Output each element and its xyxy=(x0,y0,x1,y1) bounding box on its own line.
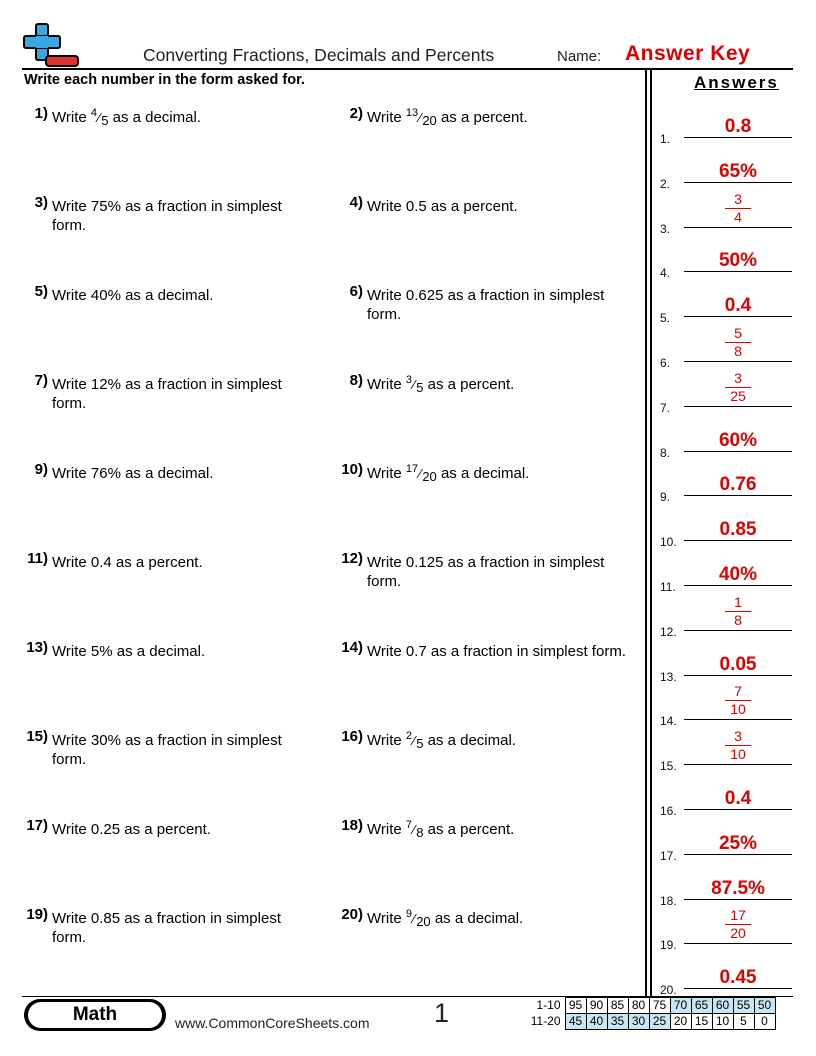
answer-item xyxy=(660,593,792,639)
fraction-slash: ⁄ xyxy=(419,110,422,125)
question-text xyxy=(367,197,635,216)
answer-fraction-denominator: 20 xyxy=(730,925,746,942)
score-cell: 90 xyxy=(586,998,607,1014)
answer-fraction xyxy=(684,370,792,405)
question-text xyxy=(52,820,314,839)
question-number: 12) xyxy=(341,550,363,567)
score-cell: 85 xyxy=(607,998,628,1014)
score-cell: 50 xyxy=(754,998,775,1014)
score-cell: 55 xyxy=(733,998,754,1014)
score-row xyxy=(527,998,775,1014)
answer-key-label: Answer Key xyxy=(625,42,751,65)
fraction-denominator: 20 xyxy=(416,914,431,929)
question-text-lead: Write xyxy=(367,376,406,393)
score-cell: 30 xyxy=(628,1014,649,1030)
fraction-slash: ⁄ xyxy=(98,110,101,125)
answer-fraction-numerator: 3 xyxy=(734,369,742,386)
question-text xyxy=(367,642,635,661)
answers-heading: Answers xyxy=(694,73,779,92)
question-text-tail: as a percent. xyxy=(436,109,528,126)
fraction-numerator: 7 xyxy=(405,819,413,831)
score-row-label: 1-10 xyxy=(536,998,561,1012)
question-text-lead: Write 30% as a fraction in simplest form. xyxy=(52,732,282,768)
answer-fraction-denominator: 4 xyxy=(734,208,742,225)
page-number: 1 xyxy=(434,998,450,1028)
answer-fraction xyxy=(684,594,792,629)
score-cell: 80 xyxy=(628,998,649,1014)
question-text-lead: Write 0.85 as a fraction in simplest form. xyxy=(52,910,281,946)
question-text xyxy=(367,108,635,127)
answer-label: 15. xyxy=(660,759,677,774)
answer-item xyxy=(660,788,792,818)
question-text-lead: Write xyxy=(52,109,91,126)
answer-line xyxy=(684,943,792,944)
instructions: Write each number in the form asked for. xyxy=(24,72,305,88)
answer-label: 17. xyxy=(660,848,677,863)
answer-item xyxy=(660,295,792,326)
answer-fraction xyxy=(684,728,792,763)
answer-fraction-numerator: 17 xyxy=(730,907,746,924)
question-number: 8) xyxy=(349,372,363,389)
fraction-numerator: 3 xyxy=(405,374,413,386)
question-number: 3) xyxy=(34,194,48,211)
question-text xyxy=(367,286,635,324)
answer-label: 12. xyxy=(660,624,677,639)
score-row-label: 11-20 xyxy=(530,1014,561,1028)
answer-value: 50% xyxy=(718,250,758,272)
answer-value: 25% xyxy=(718,832,758,854)
question-number: 13) xyxy=(26,639,48,656)
question-number: 9) xyxy=(34,461,48,478)
question-text-lead: Write 0.625 as a fraction in simplest form. xyxy=(367,287,605,323)
score-cell: 25 xyxy=(649,1014,670,1030)
answer-item xyxy=(660,728,792,774)
question-number: 1) xyxy=(34,105,48,122)
question-text-lead: Write xyxy=(367,910,406,927)
question-number: 20) xyxy=(341,906,363,923)
answer-item xyxy=(660,116,792,146)
question-text xyxy=(367,731,635,750)
math-logo-icon xyxy=(22,22,80,68)
score-cell: 45 xyxy=(565,1014,586,1030)
answer-label: 11. xyxy=(660,580,676,594)
answer-fraction-denominator: 8 xyxy=(734,611,742,628)
question-text-tail: as a decimal. xyxy=(436,465,530,482)
subject-badge xyxy=(24,999,166,1031)
answer-label: 2. xyxy=(660,176,671,191)
answer-value: 0.45 xyxy=(719,967,757,989)
question-number: 14) xyxy=(341,639,363,656)
answer-label: 9. xyxy=(660,490,671,505)
answer-label: 10. xyxy=(660,535,677,550)
answer-value: 0.4 xyxy=(724,295,752,317)
question-number: 18) xyxy=(341,817,363,834)
fraction-numerator: 17 xyxy=(405,463,419,475)
answer-fraction xyxy=(684,191,792,226)
question-text-tail: as a decimal. xyxy=(430,910,524,927)
answer-item xyxy=(660,325,792,370)
answer-line xyxy=(684,451,792,452)
answer-line xyxy=(684,630,792,631)
question-text-lead: Write 5% as a decimal. xyxy=(52,643,206,660)
question-text-lead: Write 0.7 as a fraction in simplest form. xyxy=(367,643,626,660)
question-number: 19) xyxy=(26,906,48,923)
fraction-numerator: 4 xyxy=(90,107,98,119)
question-text-lead: Write 76% as a decimal. xyxy=(52,465,214,482)
question-text xyxy=(367,375,635,394)
question-text-tail: as a percent. xyxy=(423,821,515,838)
name-label: Name: xyxy=(557,48,602,65)
score-cell: 0 xyxy=(754,1014,775,1030)
question-number: 2) xyxy=(349,105,363,122)
score-cell: 15 xyxy=(691,1014,712,1030)
score-cell: 65 xyxy=(691,998,712,1014)
fraction-denominator: 5 xyxy=(416,380,424,395)
fraction-slash: ⁄ xyxy=(413,911,416,926)
question-text xyxy=(367,553,635,591)
answer-item xyxy=(660,429,792,460)
answer-fraction-denominator: 25 xyxy=(730,387,746,404)
answer-value: 0.85 xyxy=(719,519,757,541)
answer-line xyxy=(684,271,792,272)
question-text-lead: Write 75% as a fraction in simplest form. xyxy=(52,198,282,234)
answer-line xyxy=(684,495,792,496)
fraction-slash: ⁄ xyxy=(413,377,416,392)
answer-fraction-numerator: 5 xyxy=(734,325,742,341)
answer-value: 87.5% xyxy=(711,877,765,899)
answer-item xyxy=(660,967,792,998)
answer-column-divider xyxy=(645,68,647,996)
answer-fraction-numerator: 7 xyxy=(734,683,742,700)
question-number: 10) xyxy=(341,461,363,478)
answer-line xyxy=(684,719,792,720)
question-text-tail: as a percent. xyxy=(423,376,515,393)
score-cell: 70 xyxy=(670,998,691,1014)
answer-line xyxy=(684,585,792,586)
answer-label: 3. xyxy=(660,221,671,236)
answer-line xyxy=(684,137,792,138)
answer-fraction-denominator: 8 xyxy=(734,343,742,359)
fraction-numerator: 2 xyxy=(405,730,413,742)
answer-label: 6. xyxy=(660,356,671,370)
question-text xyxy=(52,197,314,235)
question-text-lead: Write 0.125 as a fraction in simplest form. xyxy=(367,554,605,590)
answer-label: 16. xyxy=(660,804,677,818)
answer-line xyxy=(684,988,792,989)
fraction-numerator: 9 xyxy=(405,908,413,920)
question-text xyxy=(52,731,314,769)
question-text-lead: Write 0.25 as a percent. xyxy=(52,821,211,838)
question-text-tail: as a decimal. xyxy=(423,732,516,749)
answer-fraction xyxy=(684,325,792,360)
score-cell: 60 xyxy=(712,998,733,1014)
answer-line xyxy=(684,675,792,676)
answer-label: 20. xyxy=(660,983,677,998)
question-text xyxy=(52,642,314,661)
score-cell: 5 xyxy=(733,1014,754,1030)
answer-value: 0.8 xyxy=(724,116,752,137)
answer-line xyxy=(684,809,792,810)
question-text xyxy=(52,464,314,483)
answer-item xyxy=(660,160,792,191)
score-row xyxy=(527,1014,775,1030)
answer-label: 14. xyxy=(660,714,677,729)
score-cell: 40 xyxy=(586,1014,607,1030)
question-number: 17) xyxy=(26,817,48,834)
answer-item xyxy=(660,474,792,505)
answer-label: 1. xyxy=(660,132,671,146)
answer-value: 65% xyxy=(718,160,758,182)
answer-fraction-numerator: 3 xyxy=(734,728,742,745)
score-table xyxy=(527,997,776,1030)
question-text-lead: Write 0.5 as a percent. xyxy=(367,198,518,215)
question-number: 7) xyxy=(34,372,48,389)
question-text xyxy=(52,553,314,572)
fraction-denominator: 8 xyxy=(416,825,424,840)
answer-line xyxy=(684,899,792,900)
question-number: 16) xyxy=(341,728,363,745)
answer-fraction-denominator: 10 xyxy=(730,746,746,763)
question-text-lead: Write 12% as a fraction in simplest form. xyxy=(52,376,282,412)
question-text-lead: Write xyxy=(367,109,406,126)
answer-item xyxy=(660,832,792,863)
score-cell: 75 xyxy=(649,998,670,1014)
question-text-lead: Write 40% as a decimal. xyxy=(52,287,214,304)
answer-item xyxy=(660,369,792,415)
answer-line xyxy=(684,227,792,228)
worksheet-title: Converting Fractions, Decimals and Percents xyxy=(143,45,495,65)
answer-line xyxy=(684,361,792,362)
answer-item xyxy=(660,683,792,729)
question-text-lead: Write xyxy=(367,465,406,482)
answer-label: 5. xyxy=(660,311,671,326)
fraction-denominator: 20 xyxy=(422,113,437,128)
answer-label: 18. xyxy=(660,893,677,908)
question-text-lead: Write xyxy=(367,821,406,838)
answer-item xyxy=(660,190,792,236)
question-text xyxy=(52,375,314,413)
answer-label: 7. xyxy=(660,400,671,415)
answer-item xyxy=(660,564,792,594)
fraction-slash: ⁄ xyxy=(413,733,416,748)
question-number: 15) xyxy=(26,728,48,745)
answer-line xyxy=(684,764,792,765)
answer-fraction xyxy=(684,683,792,718)
answer-line xyxy=(684,182,792,183)
answer-fraction-denominator: 10 xyxy=(730,701,746,718)
answer-value: 40% xyxy=(718,564,758,585)
question-number: 4) xyxy=(349,194,363,211)
fraction-numerator: 13 xyxy=(405,107,419,119)
answer-value: 0.4 xyxy=(724,788,752,809)
answer-line xyxy=(684,540,792,541)
question-text xyxy=(367,909,635,928)
answer-fraction-numerator: 3 xyxy=(734,190,742,207)
answer-label: 19. xyxy=(660,938,677,953)
answer-line xyxy=(684,854,792,855)
question-text-lead: Write 0.4 as a percent. xyxy=(52,554,203,571)
answer-item xyxy=(660,653,792,684)
question-text-lead: Write xyxy=(367,732,406,749)
score-cell: 10 xyxy=(712,1014,733,1030)
answer-line xyxy=(684,406,792,407)
question-number: 11) xyxy=(27,550,48,567)
answer-item xyxy=(660,250,792,281)
answer-label: 8. xyxy=(660,445,671,460)
question-text xyxy=(367,464,635,483)
header-divider xyxy=(22,68,793,70)
answer-column-divider-inner xyxy=(650,68,652,996)
fraction-slash: ⁄ xyxy=(413,822,416,837)
answer-fraction-numerator: 1 xyxy=(734,593,742,610)
answer-value: 0.05 xyxy=(719,653,757,675)
answer-line xyxy=(684,316,792,317)
answer-fraction xyxy=(684,907,792,942)
answer-item xyxy=(660,877,792,908)
fraction-slash: ⁄ xyxy=(419,466,422,481)
question-text xyxy=(52,108,314,127)
question-text xyxy=(52,909,314,947)
subject-badge-label: Math xyxy=(28,1002,162,1028)
answer-label: 13. xyxy=(660,669,677,684)
score-cell: 35 xyxy=(607,1014,628,1030)
fraction-denominator: 20 xyxy=(422,469,437,484)
answer-label: 4. xyxy=(660,266,671,281)
answer-value: 60% xyxy=(718,429,758,451)
question-text xyxy=(52,286,314,305)
question-number: 5) xyxy=(34,283,48,300)
site-url: www.CommonCoreSheets.com xyxy=(175,1015,370,1031)
score-cell: 20 xyxy=(670,1014,691,1030)
question-text-tail: as a decimal. xyxy=(108,109,201,126)
question-text xyxy=(367,820,635,839)
fraction-denominator: 5 xyxy=(101,113,109,128)
score-cell: 95 xyxy=(565,998,586,1014)
question-number: 6) xyxy=(349,283,363,300)
fraction-denominator: 5 xyxy=(416,736,424,751)
answer-item xyxy=(660,907,792,953)
answer-item xyxy=(660,519,792,550)
answer-value: 0.76 xyxy=(719,474,757,496)
